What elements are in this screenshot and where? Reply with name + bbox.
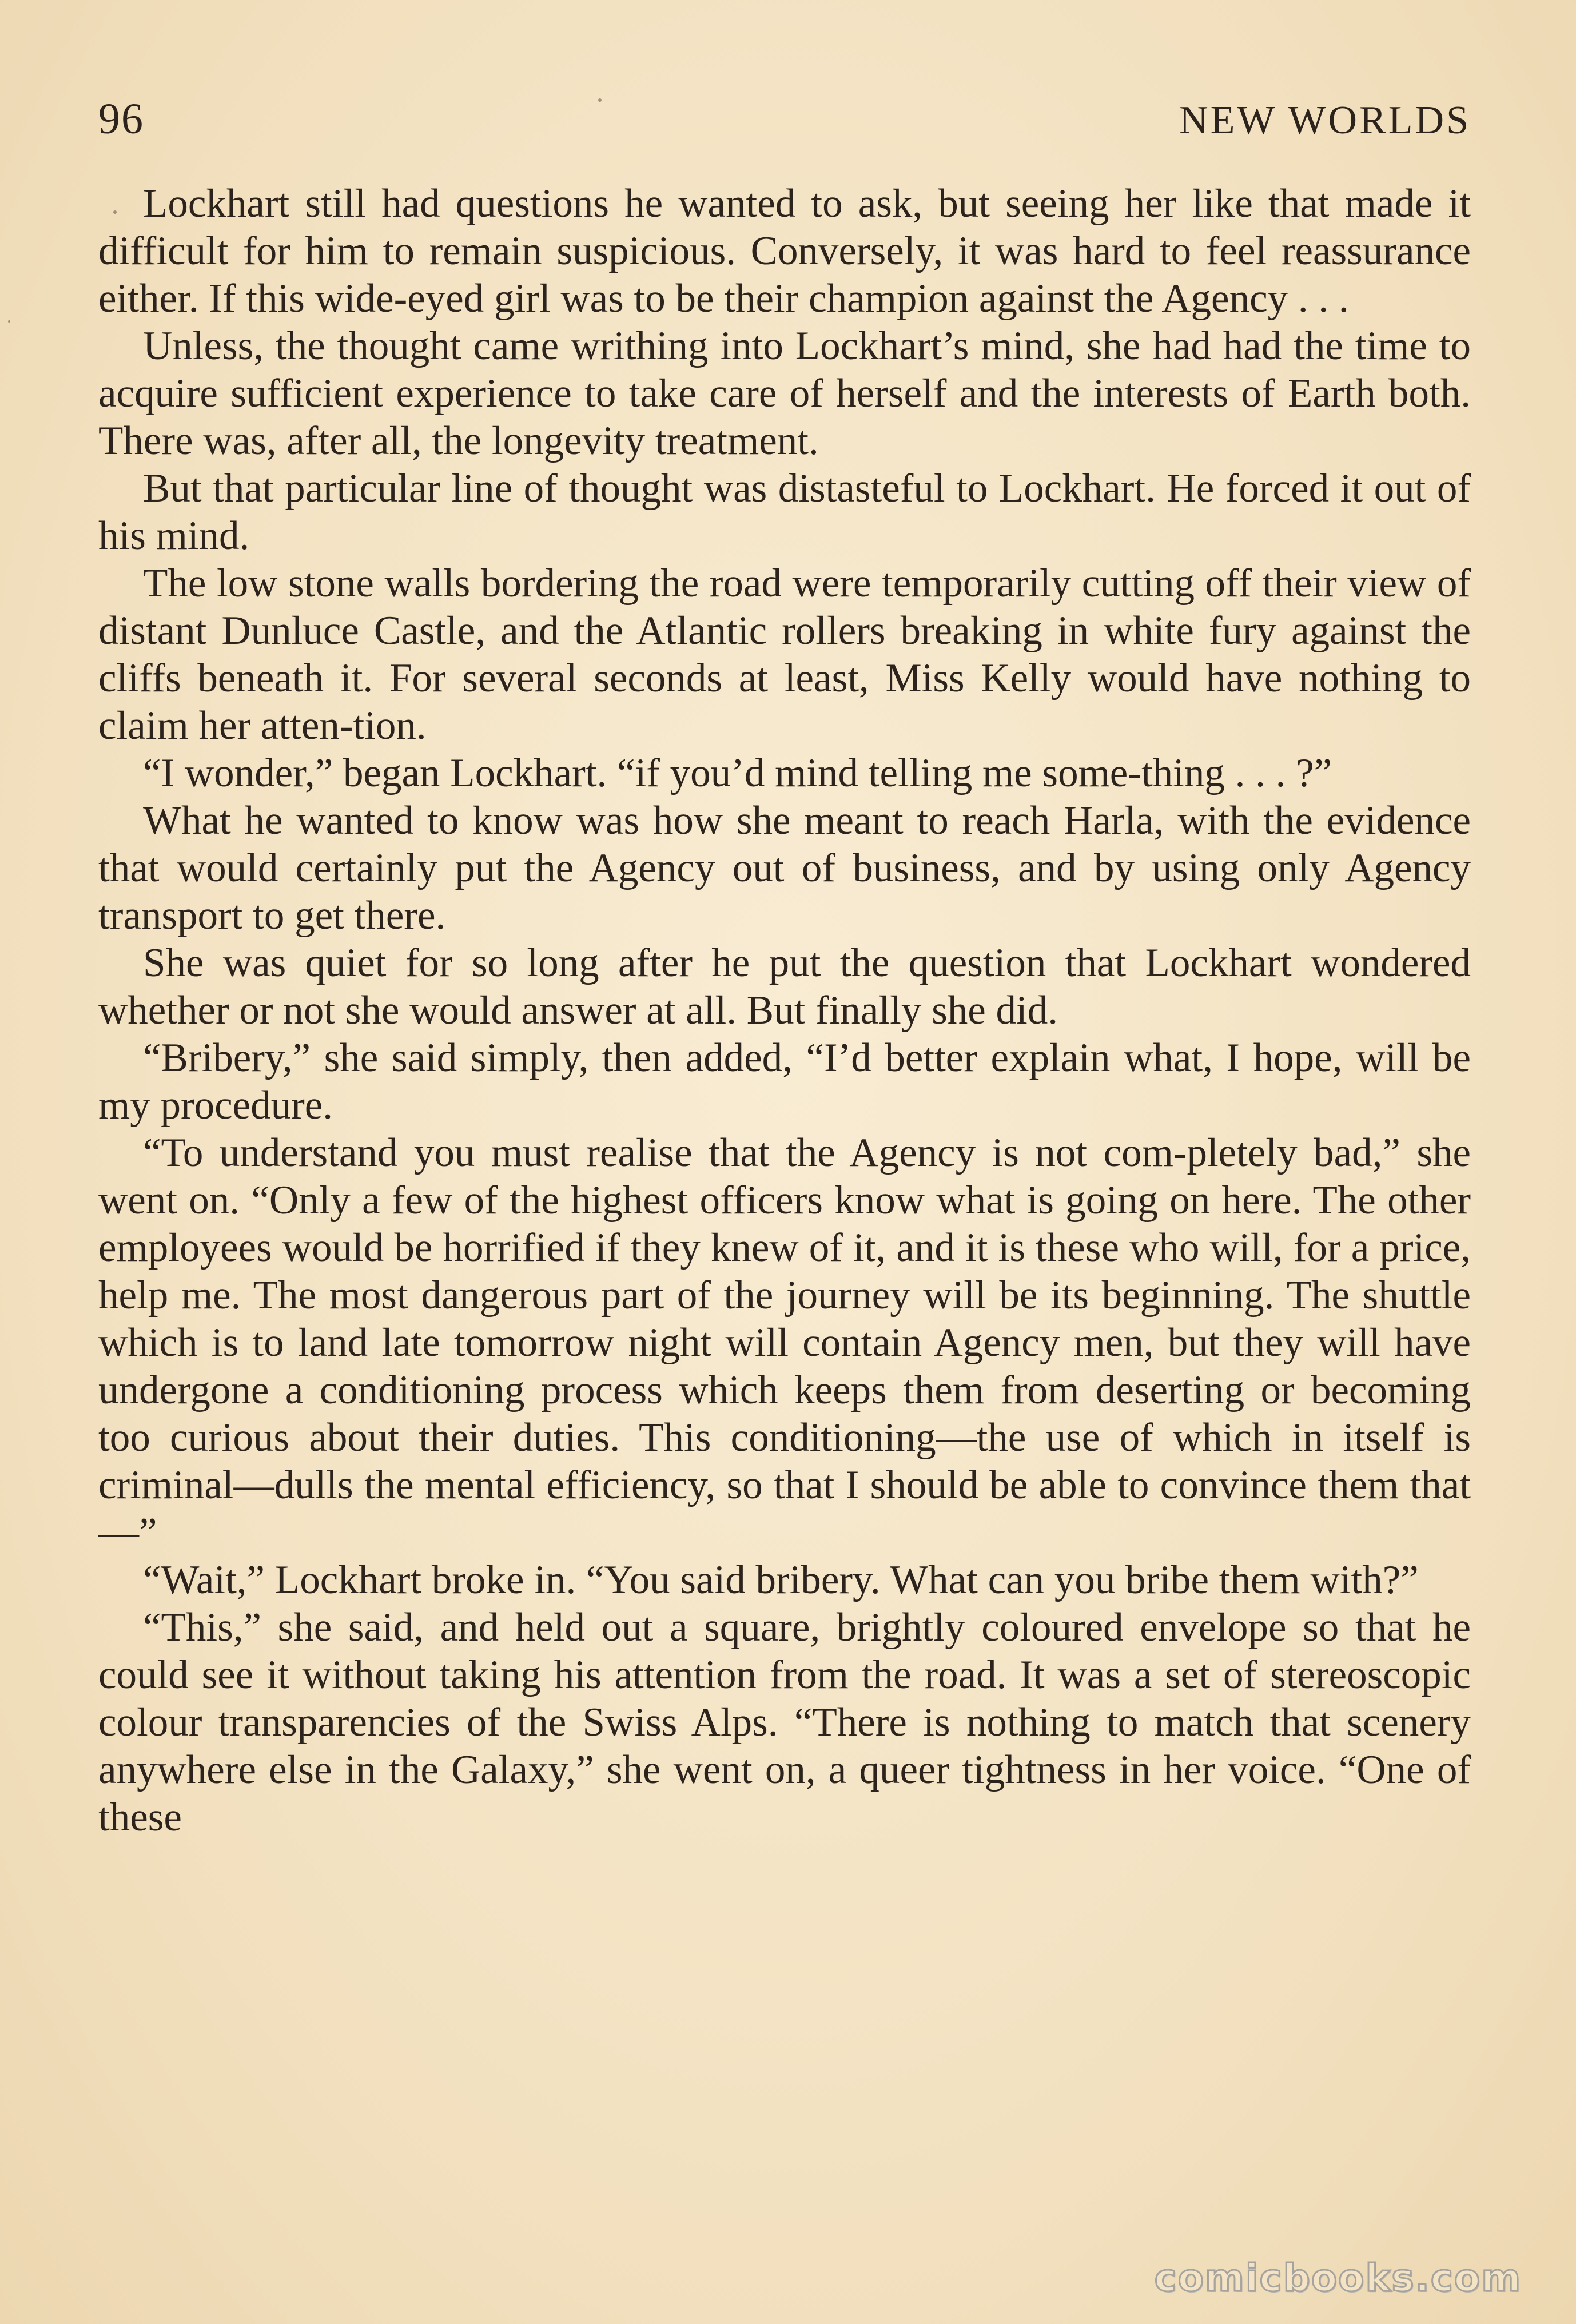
paragraph: “To understand you must realise that the Agency is not com-pletely bad,” she went on. “Only a few of the highest officers know what is going on here. The other employees would be horrified if they knew of it, and it is these who will, for a price, help me. The most dangerous part of the journey will be its beginning. The shuttle which is to land late tomorrow night will contain Agency men, but they will have undergone a conditioning process which keeps them from deserting or becoming too curious about their duties. This conditioning—the use of which in itself is criminal—dulls the mental efficiency, so that I should be able to convince them that—” [98, 1131, 1471, 1555]
paragraph: She was quiet for so long after he put the question that Lockhart wondered whether or not she would answer at all. But finally she did. [98, 941, 1471, 1033]
paragraph: Unless, the thought came writhing into Lockhart’s mind, she had had the time to acquire sufficient experience to take care of herself and the interests of Earth both. There was, after all, the longevity treatment. [98, 324, 1471, 463]
paragraph: “This,” she said, and held out a square, brightly coloured envelope so that he could see it without taking his attention from the road. It was a set of stereoscopic colour transparencies of the Swiss Alps. “There is nothing to match that scenery anywhere else in the Galaxy,” she went on, a queer tightness in her voice. “One of these [98, 1605, 1471, 1840]
book-page [98, 94, 1471, 1841]
running-head [98, 94, 1471, 169]
paper-speck [8, 320, 10, 323]
running-title: NEW WORLDS [1179, 98, 1471, 142]
paragraph: “Wait,” Lockhart broke in. “You said bribery. What can you bribe them with?” [143, 1558, 1419, 1602]
paragraph: What he wanted to know was how she meant to reach Harla, with the evidence that would certainly put the Agency out of business, and by using only Agency transport to get there. [98, 798, 1471, 938]
body-text [98, 180, 1471, 1841]
paragraph: “Bribery,” she said simply, then added, “I’d better explain what, I hope, will be my procedure. [98, 1036, 1471, 1128]
paragraph: But that particular line of thought was distasteful to Lockhart. He forced it out of his mind. [98, 466, 1471, 558]
page-number: 96 [98, 95, 144, 143]
paper-speck [113, 210, 117, 214]
paragraph: The low stone walls bordering the road were temporarily cutting off their view of distant Dunluce Castle, and the Atlantic rollers breaking in white fury against the cliffs beneath it. For several seconds at least, Miss Kelly would have nothing to claim her atten-tion. [98, 561, 1471, 748]
paragraph: Lockhart still had questions he wanted to ask, but seeing her like that made it difficult for him to remain suspicious. Conversely, it was hard to feel reassurance either. If this wide-eyed girl was to be their champion against the Agency . . . [98, 181, 1471, 321]
watermark-text: comicbooks.com [1154, 2256, 1522, 2300]
paragraph: “I wonder,” began Lockhart. “if you’d mind telling me some-thing . . . ?” [143, 751, 1332, 795]
paper-speck [598, 98, 602, 102]
